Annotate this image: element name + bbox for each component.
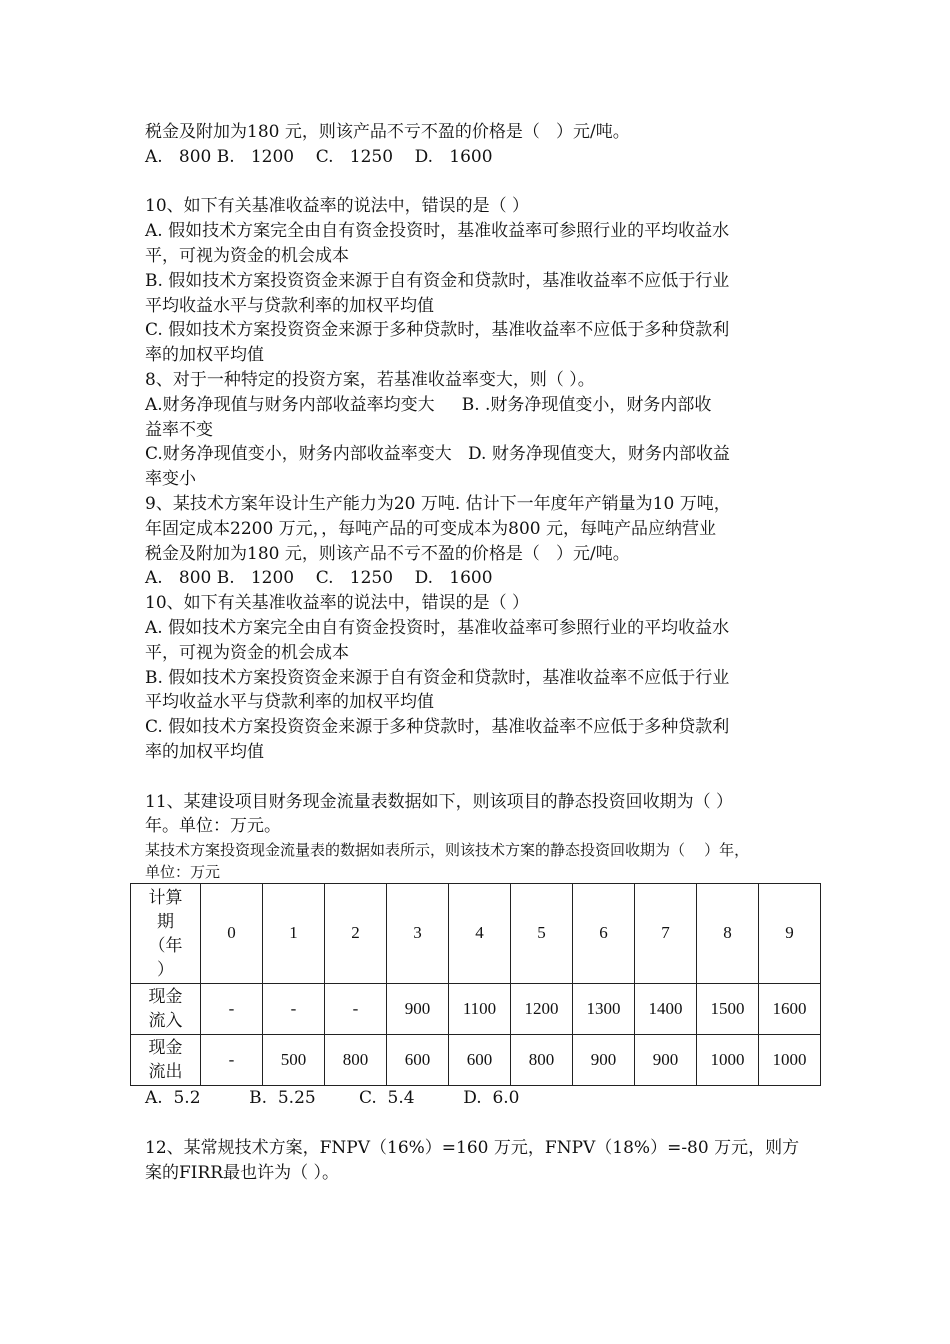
table-cell: - bbox=[201, 984, 263, 1035]
text-line: C. 假如技术方案投资资金来源于多种贷款时，基准收益率不应低于多种贷款利 bbox=[145, 717, 730, 738]
question-11-note: 单位：万元 bbox=[145, 863, 221, 882]
text-line: 8、对于一种特定的投资方案，若基准收益率变大，则（ ）。 bbox=[145, 369, 595, 390]
paragraph-gap bbox=[145, 170, 825, 195]
text-line: 税金及附加为180 元，则该产品不亏不盈的价格是（ ）元/吨。 bbox=[145, 122, 630, 142]
text-line: 9、某技术方案年设计生产能力为20 万吨. 估计下一年度年产销量为10 万吨， bbox=[145, 493, 731, 514]
table-cell: 1600 bbox=[759, 984, 821, 1035]
header-text: 现金 bbox=[148, 1038, 183, 1059]
table-cell: - bbox=[325, 984, 387, 1035]
text-line: A. 假如技术方案完全由自有资金投资时，基准收益率可参照行业的平均收益水 bbox=[145, 617, 730, 638]
table-row-period bbox=[131, 884, 821, 984]
table-cell: - bbox=[263, 984, 325, 1035]
table-cell: 500 bbox=[263, 1035, 325, 1086]
text-line: 年固定成本2200 万元，，每吨产品的可变成本为800 元，每吨产品应纳营业 bbox=[145, 518, 717, 539]
text-line: 率的加权平均值 bbox=[145, 345, 264, 366]
header-text: 现金 bbox=[148, 987, 183, 1008]
header-text: 计算 bbox=[148, 887, 183, 908]
paragraph-gap bbox=[145, 765, 825, 790]
text-line: 益率不变 bbox=[145, 419, 213, 440]
table-cell: 3 bbox=[387, 884, 449, 984]
table-cell: 1000 bbox=[759, 1035, 821, 1086]
table-row-inflow bbox=[131, 984, 821, 1035]
table-cell: 9 bbox=[759, 884, 821, 984]
table-cell: 900 bbox=[573, 1035, 635, 1086]
table-cell: 1500 bbox=[697, 984, 759, 1035]
table-cell: 1 bbox=[263, 884, 325, 984]
text-line: B. 假如技术方案投资资金来源于自有资金和贷款时，基准收益率不应低于行业 bbox=[145, 667, 730, 688]
text-line: B. 假如技术方案投资资金来源于自有资金和贷款时，基准收益率不应低于行业 bbox=[145, 270, 730, 291]
text-line: 平，可视为资金的机会成本 bbox=[145, 642, 349, 663]
text-line: 10、如下有关基准收益率的说法中，错误的是（ ） bbox=[145, 196, 530, 217]
question-11-line: 年。单位：万元。 bbox=[145, 816, 281, 837]
table-cell: 900 bbox=[635, 1035, 697, 1086]
table-cell: 2 bbox=[325, 884, 387, 984]
table-cell: 900 bbox=[387, 984, 449, 1035]
header-text: ） bbox=[157, 959, 174, 980]
table-cell: 8 bbox=[697, 884, 759, 984]
text-line: 平均收益水平与贷款利率的加权平均值 bbox=[145, 692, 434, 713]
text-line: 率的加权平均值 bbox=[145, 741, 264, 762]
question-11-options: A. 5.2 B. 5.25 C. 5.4 D. 6.0 bbox=[145, 1088, 520, 1109]
header-text: 流出 bbox=[148, 1062, 183, 1083]
table-cell: 6 bbox=[573, 884, 635, 984]
text-line: 平均收益水平与贷款利率的加权平均值 bbox=[145, 295, 434, 316]
outflow-header-cell bbox=[131, 1035, 201, 1086]
page-content bbox=[145, 120, 825, 1185]
text-line: 平，可视为资金的机会成本 bbox=[145, 245, 349, 266]
table-cell: - bbox=[201, 1035, 263, 1086]
question-11-note: 某技术方案投资现金流量表的数据如表所示，则该技术方案的静态投资回收期为（ ）年， bbox=[145, 841, 750, 860]
period-header-cell bbox=[131, 884, 201, 984]
table-cell: 7 bbox=[635, 884, 697, 984]
question-12-line: 案的FIRR最也许为（ ）。 bbox=[145, 1162, 340, 1183]
table-row-outflow bbox=[131, 1035, 821, 1086]
header-text: （年 bbox=[148, 935, 183, 956]
text-line: C.财务净现值变小，财务内部收益率变大 D. 财务净现值变大，财务内部收益 bbox=[145, 444, 730, 465]
text-line: C. 假如技术方案投资资金来源于多种贷款时，基准收益率不应低于多种贷款利 bbox=[145, 320, 730, 341]
table-cell: 4 bbox=[449, 884, 511, 984]
table-cell: 800 bbox=[325, 1035, 387, 1086]
table-cell: 600 bbox=[449, 1035, 511, 1086]
table-cell: 0 bbox=[201, 884, 263, 984]
table-cell: 600 bbox=[387, 1035, 449, 1086]
header-text: 期 bbox=[157, 911, 174, 932]
text-line: 10、如下有关基准收益率的说法中，错误的是（ ） bbox=[145, 593, 530, 614]
table-cell: 1100 bbox=[449, 984, 511, 1035]
header-text: 流入 bbox=[148, 1011, 183, 1032]
table-cell: 1300 bbox=[573, 984, 635, 1035]
table-cell: 1400 bbox=[635, 984, 697, 1035]
text-line: 税金及附加为180 元，则该产品不亏不盈的价格是（ ）元/吨。 bbox=[145, 543, 630, 564]
table-cell: 1000 bbox=[697, 1035, 759, 1086]
table-cell: 1200 bbox=[511, 984, 573, 1035]
text-line: A. 假如技术方案完全由自有资金投资时，基准收益率可参照行业的平均收益水 bbox=[145, 221, 730, 242]
inflow-header-cell bbox=[131, 984, 201, 1035]
text-line: A. 800 B. 1200 C. 1250 D. 1600 bbox=[145, 146, 493, 167]
question-12-line: 12、某常规技术方案，FNPV（16%）=160 万元，FNPV（18%）=-80 万元，则方 bbox=[145, 1137, 800, 1158]
text-line: 率变小 bbox=[145, 469, 196, 490]
question-11-line: 11、某建设项目财务现金流量表数据如下，则该项目的静态投资回收期为（ ） bbox=[145, 791, 734, 812]
text-line: A. 800 B. 1200 C. 1250 D. 1600 bbox=[145, 568, 493, 589]
table-cell: 800 bbox=[511, 1035, 573, 1086]
cash-flow-table bbox=[130, 883, 821, 1086]
table-cell: 5 bbox=[511, 884, 573, 984]
text-line: A.财务净现值与财务内部收益率均变大 B. .财务净现值变小，财务内部收 bbox=[145, 394, 712, 415]
paragraph-gap bbox=[145, 1111, 825, 1136]
